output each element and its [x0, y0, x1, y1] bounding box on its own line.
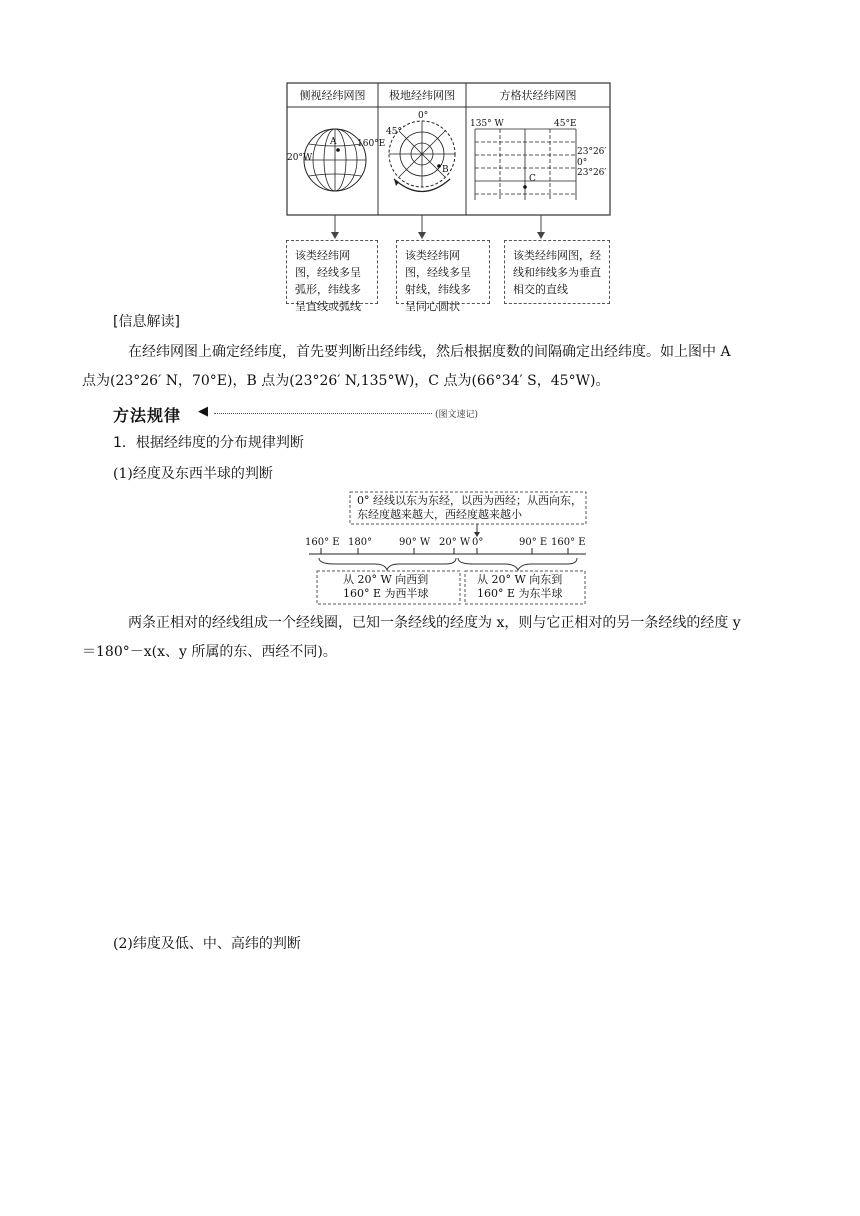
- info-heading: [信息解读]: [113, 314, 180, 330]
- tick-20w: 20° W: [439, 537, 471, 548]
- connector-arrows: [335, 215, 541, 236]
- label-equator-0: 0°: [577, 158, 588, 168]
- east-hemisphere-note-line2: 160° E 为东半球: [477, 587, 563, 600]
- fig2-top-note-line2: 东经度越来越大，西经度越来越小: [357, 508, 522, 521]
- label-160e: 160°E: [357, 139, 386, 149]
- graticule-types-figure: [286, 82, 611, 313]
- header-polar-view: 极地经纬网图: [389, 89, 455, 102]
- label-0-deg: 0°: [418, 111, 429, 121]
- method-paragraph-line2: ＝180°－x(x、y 所属的东、西经不同)。: [82, 644, 337, 660]
- tick-90w: 90° W: [399, 537, 431, 548]
- method-title-rule: [214, 413, 432, 414]
- method-subtitle: (图文速记): [435, 410, 479, 420]
- label-45e: 45°E: [554, 119, 577, 129]
- longitude-hemisphere-diagram: [305, 490, 590, 606]
- method-header: [113, 403, 485, 425]
- label-2326-south: 23°26′: [577, 168, 607, 178]
- point-c-label: C: [529, 174, 536, 184]
- note-polar-view: 该类经纬网图，经线多呈射线，纬线多呈同心圆状: [396, 240, 490, 304]
- header-grid-view: 方格状经纬网图: [499, 89, 577, 102]
- label-20w: 20°W: [287, 153, 313, 163]
- label-45-deg: 45°: [386, 127, 402, 137]
- method-item-1: 1．根据经纬度的分布规律判断: [113, 435, 304, 451]
- note-grid-view: 该类经纬网图，经线和纬线多为垂直相交的直线: [504, 240, 610, 304]
- method-sub-1: (1)经度及东西半球的判断: [113, 466, 273, 482]
- point-a-label: A: [330, 137, 337, 147]
- tick-180: 180°: [348, 537, 373, 548]
- label-135w: 135° W: [470, 119, 504, 129]
- method-title: 方法规律: [113, 406, 182, 425]
- method-sub-2: (2)纬度及低、中、高纬的判断: [113, 936, 301, 952]
- tick-160e-left: 160° E: [305, 537, 340, 548]
- info-paragraph-line1: 在经纬网图上确定经纬度，首先要判断出经纬线，然后根据度数的间隔确定出经纬度。如上图中 A: [128, 344, 731, 360]
- tick-0: 0°: [472, 537, 484, 548]
- tick-90e: 90° E: [519, 537, 548, 548]
- west-hemisphere-note-line2: 160° E 为西半球: [343, 587, 429, 600]
- tick-160e-right: 160° E: [551, 537, 586, 548]
- fig2-top-note-line1: 0° 经线以东为东经，以西为西经；从西向东，: [357, 494, 582, 507]
- west-hemisphere-note-line1: 从 20° W 向西到: [343, 573, 429, 586]
- point-b-label: B: [442, 165, 449, 175]
- note-side-view: 该类经纬网图，经线多呈弧形，纬线多呈直线或弧线: [286, 240, 378, 304]
- triangle-left-icon: ◀: [198, 404, 208, 419]
- method-paragraph-line1: 两条正相对的经线组成一个经线圈，已知一条经线的经度为 x，则与它正相对的另一条经线的经度 y: [128, 615, 741, 631]
- east-hemisphere-note-line1: 从 20° W 向东到: [477, 573, 563, 586]
- info-paragraph-line2: 点为(23°26′ N，70°E)，B 点为(23°26′ N,135°W)，C 点为(66°34′ S，45°W)。: [82, 373, 610, 389]
- label-2326-north: 23°26′: [577, 147, 607, 157]
- header-side-view: 侧视经纬网图: [299, 89, 366, 102]
